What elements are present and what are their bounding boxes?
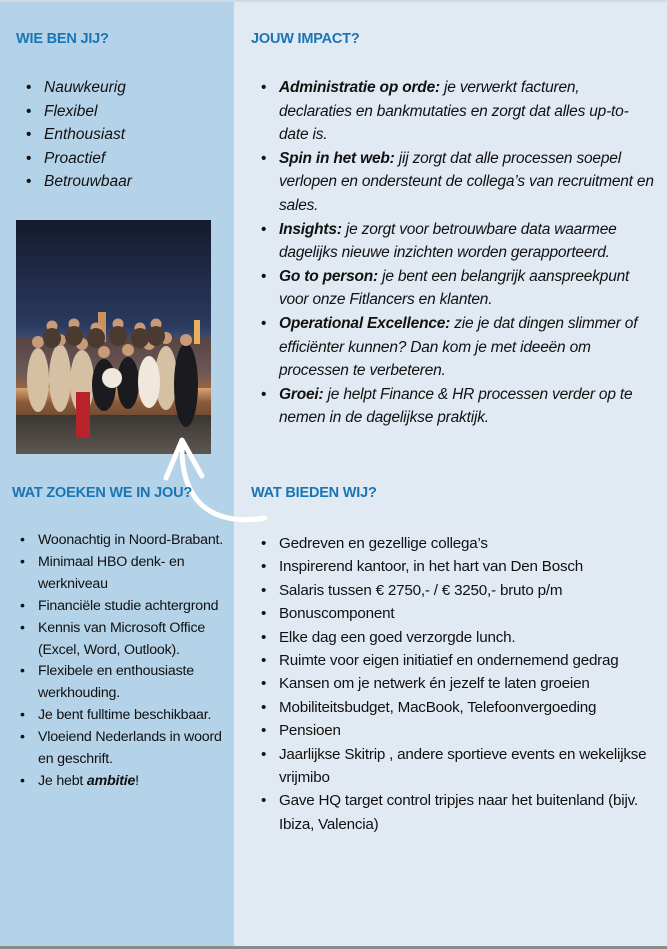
list-item: • Nauwkeurig	[24, 76, 132, 100]
list-item: • Proactief	[24, 147, 132, 171]
item-label: Go to person:	[279, 267, 379, 285]
list-item: • Inspirerend kantoor, in het hart van Den Bosch	[259, 555, 659, 578]
list-item: • Pensioen	[259, 719, 659, 742]
requirements-list	[18, 530, 234, 793]
list-item: • Flexibel	[24, 100, 132, 124]
list-item: • Woonachtig in Noord-Brabant.	[18, 530, 234, 552]
list-item: • Elke dag een goed verzorgde lunch.	[259, 626, 659, 649]
item-text: je zorgt voor betrouwbare data waarmee dagelijks nieuwe inzichten worden gerapporteerd.	[279, 220, 617, 262]
item-text: je bent een belangrijk aanspreekpunt voor onze Fitlancers en klanten.	[279, 267, 630, 309]
list-item	[259, 147, 654, 218]
list-item	[259, 312, 654, 383]
item-label: Operational Excellence:	[279, 314, 451, 332]
team-photo	[16, 220, 211, 454]
list-item	[18, 771, 234, 793]
item-text: jij zorgt dat alle processen soepel verlopen en ondersteunt de collega’s van recruitment en sales.	[279, 149, 654, 214]
list-item: • Betrouwbaar	[24, 170, 132, 194]
list-item: • Gave HQ target control tripjes naar het buitenland (bijv. Ibiza, Valencia)	[259, 789, 659, 836]
list-item: • Kansen om je netwerk én jezelf te laten groeien	[259, 672, 659, 695]
list-item	[259, 76, 654, 147]
list-item: • Jaarlijkse Skitrip , andere sportieve events en wekelijkse vrijmibo	[259, 743, 659, 790]
list-item	[259, 218, 654, 265]
list-item: • Vloeiend Nederlands in woord en geschrift.	[18, 727, 234, 771]
list-item: • Ruimte voor eigen initiatief en ondernemend gedrag	[259, 649, 659, 672]
item-text: je helpt Finance & HR processen verder op te nemen in de dagelijkse praktijk.	[279, 385, 633, 427]
list-item: • Enthousiast	[24, 123, 132, 147]
list-item: • Mobiliteitsbudget, MacBook, Telefoonvergoeding	[259, 696, 659, 719]
item-label: Spin in het web:	[279, 149, 395, 167]
heading-jouw-impact: JOUW IMPACT?	[251, 31, 360, 47]
item-emphasis: ambitie	[86, 772, 136, 789]
list-item: • Minimaal HBO denk- en werkniveau	[18, 552, 234, 596]
item-text: Je hebt	[38, 772, 87, 789]
item-label: Administratie op orde:	[279, 79, 440, 96]
heading-wat-bieden-wij: WAT BIEDEN WIJ?	[251, 485, 377, 501]
heading-wie-ben-jij: WIE BEN JIJ?	[16, 31, 109, 47]
item-label: Groei:	[279, 385, 324, 403]
top-divider	[0, 0, 667, 2]
list-item: • Flexibele en enthousiaste werkhouding.	[18, 661, 234, 705]
item-text: !	[135, 772, 139, 789]
list-item: • Financiële studie achtergrond	[18, 596, 234, 618]
curved-arrow-icon	[160, 430, 270, 530]
item-text: je verwerkt facturen, declaraties en bankmutaties en zorgt dat alles up-to-date is.	[279, 79, 629, 144]
list-item: • Salaris tussen € 2750,- / € 3250,- bruto p/m	[259, 579, 659, 602]
traits-list	[24, 76, 132, 194]
list-item: • Kennis van Microsoft Office (Excel, Word, Outlook).	[18, 618, 234, 662]
item-label: Insights:	[279, 220, 342, 238]
list-item	[259, 383, 654, 430]
benefits-list	[259, 532, 659, 836]
list-item	[259, 265, 654, 312]
heading-wat-zoeken-we: WAT ZOEKEN WE IN JOU?	[12, 485, 193, 501]
list-item: • Bonuscomponent	[259, 602, 659, 625]
list-item: • Gedreven en gezellige collega’s	[259, 532, 659, 555]
impact-list	[259, 76, 654, 430]
list-item: • Je bent fulltime beschikbaar.	[18, 705, 234, 727]
item-text: zie je dat dingen slimmer of efficiënter kunnen? Dan kom je met ideeën om processen te verbeteren.	[279, 314, 638, 380]
